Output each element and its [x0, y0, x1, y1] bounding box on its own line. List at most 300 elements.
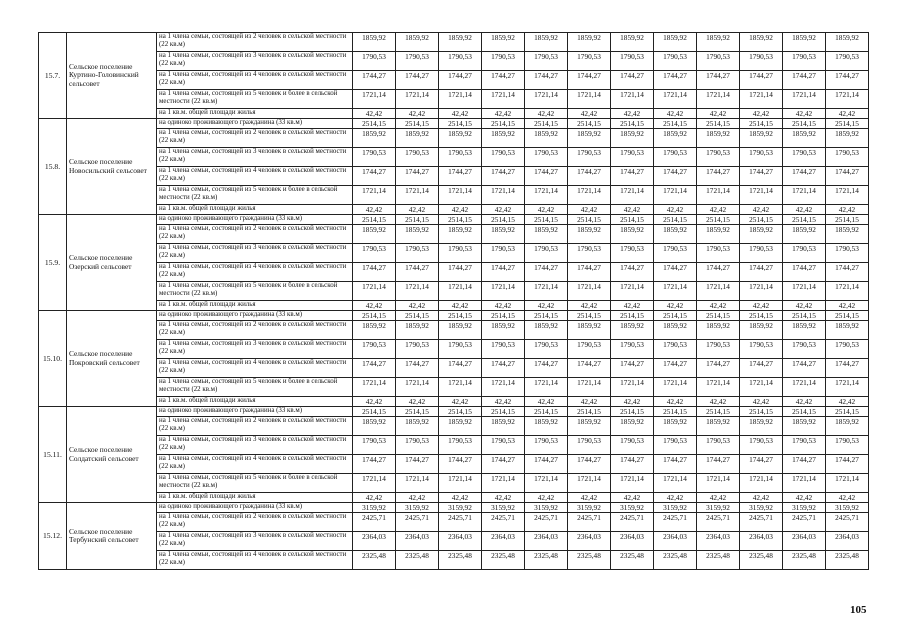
rate-cell: 1721,14 — [568, 90, 611, 109]
rate-cell: 1790,53 — [439, 244, 482, 263]
rate-cell: 1744,27 — [439, 455, 482, 474]
rate-cell: 1744,27 — [740, 71, 783, 90]
rate-cell: 1859,92 — [697, 33, 740, 52]
rate-cell: 2425,71 — [482, 513, 525, 532]
rate-cell: 1744,27 — [611, 263, 654, 282]
rate-cell: 2514,15 — [783, 119, 826, 129]
rate-cell: 2364,03 — [482, 532, 525, 551]
rate-cell: 42,42 — [611, 301, 654, 311]
category-label: на 1 члена семьи, состоящей из 4 человек в сельской местности (22 кв.м) — [157, 71, 353, 90]
rate-cell: 42,42 — [525, 109, 568, 119]
category-label: на 1 члена семьи, состоящей из 2 человек в сельской местности (22 кв.м) — [157, 129, 353, 148]
rate-cell: 42,42 — [740, 493, 783, 503]
rate-cell: 1859,92 — [396, 321, 439, 340]
rate-cell: 2514,15 — [568, 311, 611, 321]
rate-cell: 1744,27 — [568, 71, 611, 90]
rate-cell: 1790,53 — [697, 436, 740, 455]
rate-cell: 1790,53 — [697, 244, 740, 263]
rate-cell: 2514,15 — [353, 311, 396, 321]
rate-cell: 1859,92 — [654, 417, 697, 436]
rate-cell: 1859,92 — [783, 321, 826, 340]
tariff-table — [38, 32, 869, 570]
rate-cell: 2325,48 — [826, 551, 869, 570]
table-row — [39, 474, 869, 493]
rate-cell: 1859,92 — [568, 33, 611, 52]
rate-cell: 1859,92 — [439, 321, 482, 340]
table-row — [39, 167, 869, 186]
rate-cell: 3159,92 — [568, 503, 611, 513]
rate-cell: 1790,53 — [611, 436, 654, 455]
rate-cell: 1790,53 — [783, 52, 826, 71]
rate-cell: 1859,92 — [568, 417, 611, 436]
rate-cell: 42,42 — [611, 109, 654, 119]
category-label: на 1 члена семьи, состоящей из 2 человек в сельской местности (22 кв.м) — [157, 321, 353, 340]
rate-cell: 1744,27 — [568, 455, 611, 474]
page-number: 105 — [850, 604, 867, 616]
rate-cell: 3159,92 — [439, 503, 482, 513]
category-label: на 1 члена семьи, состоящей из 2 человек в сельской местности (22 кв.м) — [157, 225, 353, 244]
rate-cell: 1859,92 — [482, 417, 525, 436]
category-label: на одиноко проживающего гражданина (33 кв.м) — [157, 119, 353, 129]
rate-cell: 1859,92 — [697, 417, 740, 436]
rate-cell: 1744,27 — [611, 71, 654, 90]
rate-cell: 1859,92 — [525, 33, 568, 52]
rate-cell: 2364,03 — [353, 532, 396, 551]
rate-cell: 1790,53 — [697, 52, 740, 71]
rate-cell: 1744,27 — [525, 359, 568, 378]
rate-cell: 42,42 — [568, 109, 611, 119]
rate-cell: 1744,27 — [826, 71, 869, 90]
rate-cell: 1859,92 — [740, 129, 783, 148]
rate-cell: 42,42 — [611, 397, 654, 407]
rate-cell: 1744,27 — [353, 455, 396, 474]
rate-cell: 2514,15 — [740, 215, 783, 225]
rate-cell: 1721,14 — [740, 90, 783, 109]
rate-cell: 1859,92 — [826, 417, 869, 436]
table-body — [39, 33, 869, 570]
category-label: на 1 члена семьи, состоящей из 2 человек в сельской местности (22 кв.м) — [157, 417, 353, 436]
settlement-name: Сельское поселение Покровский сельсовет — [67, 311, 157, 407]
rate-cell: 42,42 — [654, 205, 697, 215]
rate-cell: 1859,92 — [568, 225, 611, 244]
rate-cell: 1859,92 — [740, 225, 783, 244]
rate-cell: 1790,53 — [783, 340, 826, 359]
rate-cell: 1790,53 — [654, 244, 697, 263]
rate-cell: 1744,27 — [482, 455, 525, 474]
rate-cell: 1790,53 — [740, 244, 783, 263]
table-row — [39, 378, 869, 397]
rate-cell: 42,42 — [353, 397, 396, 407]
category-label: на 1 члена семьи, состоящей из 2 человек в сельской местности (22 кв.м) — [157, 33, 353, 52]
rate-cell: 1721,14 — [568, 378, 611, 397]
rate-cell: 1744,27 — [697, 263, 740, 282]
rate-cell: 2514,15 — [611, 119, 654, 129]
category-label: на одиноко проживающего гражданина (33 кв.м) — [157, 407, 353, 417]
rate-cell: 1790,53 — [654, 148, 697, 167]
rate-cell: 1744,27 — [697, 455, 740, 474]
rate-cell: 2364,03 — [611, 532, 654, 551]
rate-cell: 1744,27 — [826, 455, 869, 474]
rate-cell: 42,42 — [525, 397, 568, 407]
rate-cell: 1790,53 — [353, 244, 396, 263]
rate-cell: 1721,14 — [439, 186, 482, 205]
rate-cell: 1790,53 — [568, 436, 611, 455]
rate-cell: 1721,14 — [396, 90, 439, 109]
rate-cell: 2364,03 — [654, 532, 697, 551]
table-row — [39, 417, 869, 436]
rate-cell: 1721,14 — [826, 282, 869, 301]
table-row — [39, 148, 869, 167]
rate-cell: 1721,14 — [525, 474, 568, 493]
rate-cell: 2514,15 — [568, 119, 611, 129]
rate-cell: 1721,14 — [353, 378, 396, 397]
rate-cell: 1744,27 — [482, 359, 525, 378]
rate-cell: 1721,14 — [697, 282, 740, 301]
rate-cell: 1744,27 — [525, 263, 568, 282]
rate-cell: 3159,92 — [697, 503, 740, 513]
rate-cell: 1721,14 — [482, 378, 525, 397]
rate-cell: 1744,27 — [740, 167, 783, 186]
rate-cell: 1744,27 — [396, 71, 439, 90]
rate-cell: 1721,14 — [783, 474, 826, 493]
rate-cell: 1744,27 — [353, 359, 396, 378]
rate-cell: 1744,27 — [353, 71, 396, 90]
rate-cell: 2514,15 — [697, 215, 740, 225]
rate-cell: 42,42 — [439, 109, 482, 119]
table-row — [39, 321, 869, 340]
rate-cell: 2364,03 — [826, 532, 869, 551]
rate-cell: 1721,14 — [740, 282, 783, 301]
rate-cell: 2514,15 — [482, 311, 525, 321]
rate-cell: 2325,48 — [654, 551, 697, 570]
rate-cell: 2364,03 — [740, 532, 783, 551]
rate-cell: 1744,27 — [396, 167, 439, 186]
category-label: на 1 члена семьи, состоящей из 3 человек в сельской местности (22 кв.м) — [157, 244, 353, 263]
rate-cell: 42,42 — [697, 397, 740, 407]
rate-cell: 1744,27 — [740, 359, 783, 378]
rate-cell: 42,42 — [697, 301, 740, 311]
rate-cell: 1790,53 — [353, 340, 396, 359]
rate-cell: 42,42 — [826, 397, 869, 407]
section-index: 15.12. — [39, 503, 67, 570]
table-row — [39, 215, 869, 225]
rate-cell: 1721,14 — [353, 90, 396, 109]
rate-cell: 1744,27 — [611, 455, 654, 474]
rate-cell: 1721,14 — [654, 282, 697, 301]
category-label: на 1 члена семьи, состоящей из 4 человек в сельской местности (22 кв.м) — [157, 551, 353, 570]
rate-cell: 1790,53 — [396, 340, 439, 359]
rate-cell: 1721,14 — [439, 282, 482, 301]
rate-cell: 1721,14 — [439, 474, 482, 493]
rate-cell: 2514,15 — [482, 407, 525, 417]
rate-cell: 1744,27 — [654, 359, 697, 378]
rate-cell: 1859,92 — [568, 129, 611, 148]
rate-cell: 1744,27 — [439, 359, 482, 378]
rate-cell: 1790,53 — [611, 340, 654, 359]
rate-cell: 1721,14 — [353, 282, 396, 301]
rate-cell: 1859,92 — [654, 33, 697, 52]
rate-cell: 1859,92 — [482, 225, 525, 244]
settlement-name: Сельское поселение Куртино-Головинский сельсовет — [67, 33, 157, 119]
rate-cell: 2325,48 — [439, 551, 482, 570]
rate-cell: 2514,15 — [654, 311, 697, 321]
rate-cell: 42,42 — [826, 493, 869, 503]
rate-cell: 42,42 — [568, 397, 611, 407]
rate-cell: 1859,92 — [654, 321, 697, 340]
rate-cell: 1744,27 — [654, 455, 697, 474]
rate-cell: 2514,15 — [826, 119, 869, 129]
rate-cell: 42,42 — [740, 205, 783, 215]
rate-cell: 1790,53 — [568, 340, 611, 359]
rate-cell: 42,42 — [482, 109, 525, 119]
rate-cell: 2514,15 — [654, 215, 697, 225]
rate-cell: 1721,14 — [697, 378, 740, 397]
rate-cell: 1744,27 — [482, 263, 525, 282]
rate-cell: 1790,53 — [697, 340, 740, 359]
rate-cell: 42,42 — [654, 301, 697, 311]
rate-cell: 1721,14 — [783, 282, 826, 301]
rate-cell: 1721,14 — [783, 378, 826, 397]
table-row — [39, 205, 869, 215]
rate-cell: 1859,92 — [525, 225, 568, 244]
rate-cell: 2514,15 — [611, 407, 654, 417]
rate-cell: 2514,15 — [740, 119, 783, 129]
rate-cell: 1859,92 — [611, 33, 654, 52]
rate-cell: 1744,27 — [654, 71, 697, 90]
rate-cell: 1721,14 — [353, 186, 396, 205]
rate-cell: 1721,14 — [439, 378, 482, 397]
rate-cell: 1721,14 — [611, 90, 654, 109]
rate-cell: 2364,03 — [568, 532, 611, 551]
rate-cell: 42,42 — [740, 397, 783, 407]
rate-cell: 1790,53 — [740, 52, 783, 71]
rate-cell: 1744,27 — [611, 359, 654, 378]
rate-cell: 42,42 — [697, 205, 740, 215]
table-row — [39, 301, 869, 311]
table-row — [39, 407, 869, 417]
rate-cell: 1790,53 — [611, 244, 654, 263]
rate-cell: 1790,53 — [826, 340, 869, 359]
rate-cell: 1744,27 — [740, 263, 783, 282]
table-row — [39, 493, 869, 503]
rate-cell: 1744,27 — [482, 167, 525, 186]
rate-cell: 1721,14 — [654, 474, 697, 493]
rate-cell: 1790,53 — [568, 148, 611, 167]
rate-cell: 1859,92 — [396, 225, 439, 244]
rate-cell: 1859,92 — [439, 129, 482, 148]
rate-cell: 42,42 — [439, 397, 482, 407]
rate-cell: 1744,27 — [525, 455, 568, 474]
rate-cell: 42,42 — [353, 205, 396, 215]
rate-cell: 1744,27 — [697, 71, 740, 90]
rate-cell: 1744,27 — [439, 167, 482, 186]
rate-cell: 1859,92 — [783, 33, 826, 52]
rate-cell: 1744,27 — [396, 263, 439, 282]
rate-cell: 1744,27 — [611, 167, 654, 186]
rate-cell: 2514,15 — [783, 407, 826, 417]
rate-cell: 1790,53 — [740, 340, 783, 359]
rate-cell: 1744,27 — [654, 263, 697, 282]
rate-cell: 2514,15 — [482, 119, 525, 129]
rate-cell: 1790,53 — [525, 148, 568, 167]
rate-cell: 42,42 — [783, 493, 826, 503]
section-index: 15.10. — [39, 311, 67, 407]
rate-cell: 1790,53 — [826, 148, 869, 167]
rate-cell: 2325,48 — [611, 551, 654, 570]
rate-cell: 1859,92 — [697, 129, 740, 148]
rate-cell: 1721,14 — [396, 186, 439, 205]
rate-cell: 42,42 — [396, 109, 439, 119]
rate-cell: 42,42 — [396, 301, 439, 311]
rate-cell: 1790,53 — [826, 52, 869, 71]
rate-cell: 1721,14 — [826, 90, 869, 109]
rate-cell: 1790,53 — [740, 148, 783, 167]
section-index: 15.9. — [39, 215, 67, 311]
rate-cell: 42,42 — [396, 397, 439, 407]
rate-cell: 1790,53 — [525, 340, 568, 359]
rate-cell: 2325,48 — [740, 551, 783, 570]
rate-cell: 42,42 — [439, 493, 482, 503]
rate-cell: 1790,53 — [396, 52, 439, 71]
rate-cell: 1790,53 — [353, 148, 396, 167]
rate-cell: 1721,14 — [482, 474, 525, 493]
rate-cell: 42,42 — [783, 397, 826, 407]
rate-cell: 42,42 — [482, 397, 525, 407]
table-row — [39, 109, 869, 119]
rate-cell: 1859,92 — [826, 33, 869, 52]
rate-cell: 1859,92 — [826, 321, 869, 340]
section-index: 15.11. — [39, 407, 67, 503]
rate-cell: 1721,14 — [525, 282, 568, 301]
category-label: на 1 члена семьи, состоящей из 5 человек и более в сельской местности (22 кв.м) — [157, 282, 353, 301]
rate-cell: 2514,15 — [525, 407, 568, 417]
rate-cell: 1721,14 — [783, 90, 826, 109]
rate-cell: 1790,53 — [783, 436, 826, 455]
rate-cell: 1721,14 — [740, 474, 783, 493]
rate-cell: 1790,53 — [482, 148, 525, 167]
rate-cell: 2514,15 — [611, 215, 654, 225]
rate-cell: 2325,48 — [697, 551, 740, 570]
rate-cell: 2514,15 — [826, 407, 869, 417]
category-label: на 1 члена семьи, состоящей из 3 человек в сельской местности (22 кв.м) — [157, 148, 353, 167]
rate-cell: 42,42 — [654, 397, 697, 407]
rate-cell: 1744,27 — [783, 71, 826, 90]
rate-cell: 1721,14 — [740, 186, 783, 205]
rate-cell: 42,42 — [353, 493, 396, 503]
rate-cell: 1721,14 — [482, 90, 525, 109]
rate-cell: 1859,92 — [353, 417, 396, 436]
rate-cell: 1721,14 — [439, 90, 482, 109]
rate-cell: 1721,14 — [826, 378, 869, 397]
rate-cell: 1721,14 — [611, 474, 654, 493]
rate-cell: 1859,92 — [783, 129, 826, 148]
rate-cell: 1744,27 — [525, 71, 568, 90]
rate-cell: 1859,92 — [396, 129, 439, 148]
rate-cell: 1744,27 — [783, 455, 826, 474]
rate-cell: 1790,53 — [654, 52, 697, 71]
rate-cell: 3159,92 — [396, 503, 439, 513]
rate-cell: 1790,53 — [439, 340, 482, 359]
rate-cell: 1721,14 — [525, 186, 568, 205]
rate-cell: 1859,92 — [396, 33, 439, 52]
table-row — [39, 513, 869, 532]
rate-cell: 42,42 — [568, 301, 611, 311]
rate-cell: 2514,15 — [396, 119, 439, 129]
rate-cell: 42,42 — [654, 109, 697, 119]
rate-cell: 1744,27 — [826, 263, 869, 282]
table-row — [39, 436, 869, 455]
rate-cell: 1721,14 — [482, 282, 525, 301]
settlement-name: Сельское поселение Тербунский сельсовет — [67, 503, 157, 570]
rate-cell: 1859,92 — [525, 417, 568, 436]
table-row — [39, 551, 869, 570]
category-label: на одиноко проживающего гражданина (33 кв.м) — [157, 215, 353, 225]
table-row — [39, 311, 869, 321]
rate-cell: 2364,03 — [697, 532, 740, 551]
rate-cell: 42,42 — [697, 493, 740, 503]
rate-cell: 1859,92 — [611, 225, 654, 244]
rate-cell: 1790,53 — [396, 244, 439, 263]
settlement-name: Сельское поселение Солдатский сельсовет — [67, 407, 157, 503]
rate-cell: 2364,03 — [439, 532, 482, 551]
table-row — [39, 263, 869, 282]
rate-cell: 1859,92 — [783, 225, 826, 244]
rate-cell: 2514,15 — [353, 119, 396, 129]
rate-cell: 1859,92 — [654, 225, 697, 244]
rate-cell: 42,42 — [826, 205, 869, 215]
category-label: на 1 члена семьи, состоящей из 3 человек в сельской местности (22 кв.м) — [157, 52, 353, 71]
rate-cell: 3159,92 — [482, 503, 525, 513]
rate-cell: 1721,14 — [568, 474, 611, 493]
table-row — [39, 52, 869, 71]
rate-cell: 2325,48 — [482, 551, 525, 570]
rate-cell: 2425,71 — [439, 513, 482, 532]
rate-cell: 3159,92 — [783, 503, 826, 513]
rate-cell: 1721,14 — [740, 378, 783, 397]
rate-cell: 1744,27 — [525, 167, 568, 186]
rate-cell: 2514,15 — [353, 215, 396, 225]
table-row — [39, 186, 869, 205]
table-row — [39, 244, 869, 263]
rate-cell: 2425,71 — [654, 513, 697, 532]
rate-cell: 1744,27 — [568, 167, 611, 186]
rate-cell: 42,42 — [396, 493, 439, 503]
rate-cell: 1790,53 — [353, 52, 396, 71]
category-label: на 1 члена семьи, состоящей из 4 человек в сельской местности (22 кв.м) — [157, 263, 353, 282]
rate-cell: 2425,71 — [740, 513, 783, 532]
table-row — [39, 340, 869, 359]
rate-cell: 1859,92 — [439, 225, 482, 244]
rate-cell: 1859,92 — [482, 321, 525, 340]
rate-cell: 3159,92 — [353, 503, 396, 513]
rate-cell: 2514,15 — [697, 311, 740, 321]
rate-cell: 42,42 — [439, 301, 482, 311]
category-label: на одиноко проживающего гражданина (33 кв.м) — [157, 311, 353, 321]
rate-cell: 1721,14 — [826, 186, 869, 205]
rate-cell: 1859,92 — [525, 321, 568, 340]
rate-cell: 1744,27 — [482, 71, 525, 90]
settlement-name: Сельское поселение Новосильский сельсовет — [67, 119, 157, 215]
category-label: на 1 члена семьи, состоящей из 5 человек и более в сельской местности (22 кв.м) — [157, 378, 353, 397]
rate-cell: 1790,53 — [396, 148, 439, 167]
rate-cell: 1744,27 — [396, 455, 439, 474]
rate-cell: 1721,14 — [396, 282, 439, 301]
rate-cell: 1721,14 — [654, 378, 697, 397]
rate-cell: 1790,53 — [482, 244, 525, 263]
rate-cell: 1790,53 — [826, 436, 869, 455]
rate-cell: 1744,27 — [353, 167, 396, 186]
table-row — [39, 532, 869, 551]
